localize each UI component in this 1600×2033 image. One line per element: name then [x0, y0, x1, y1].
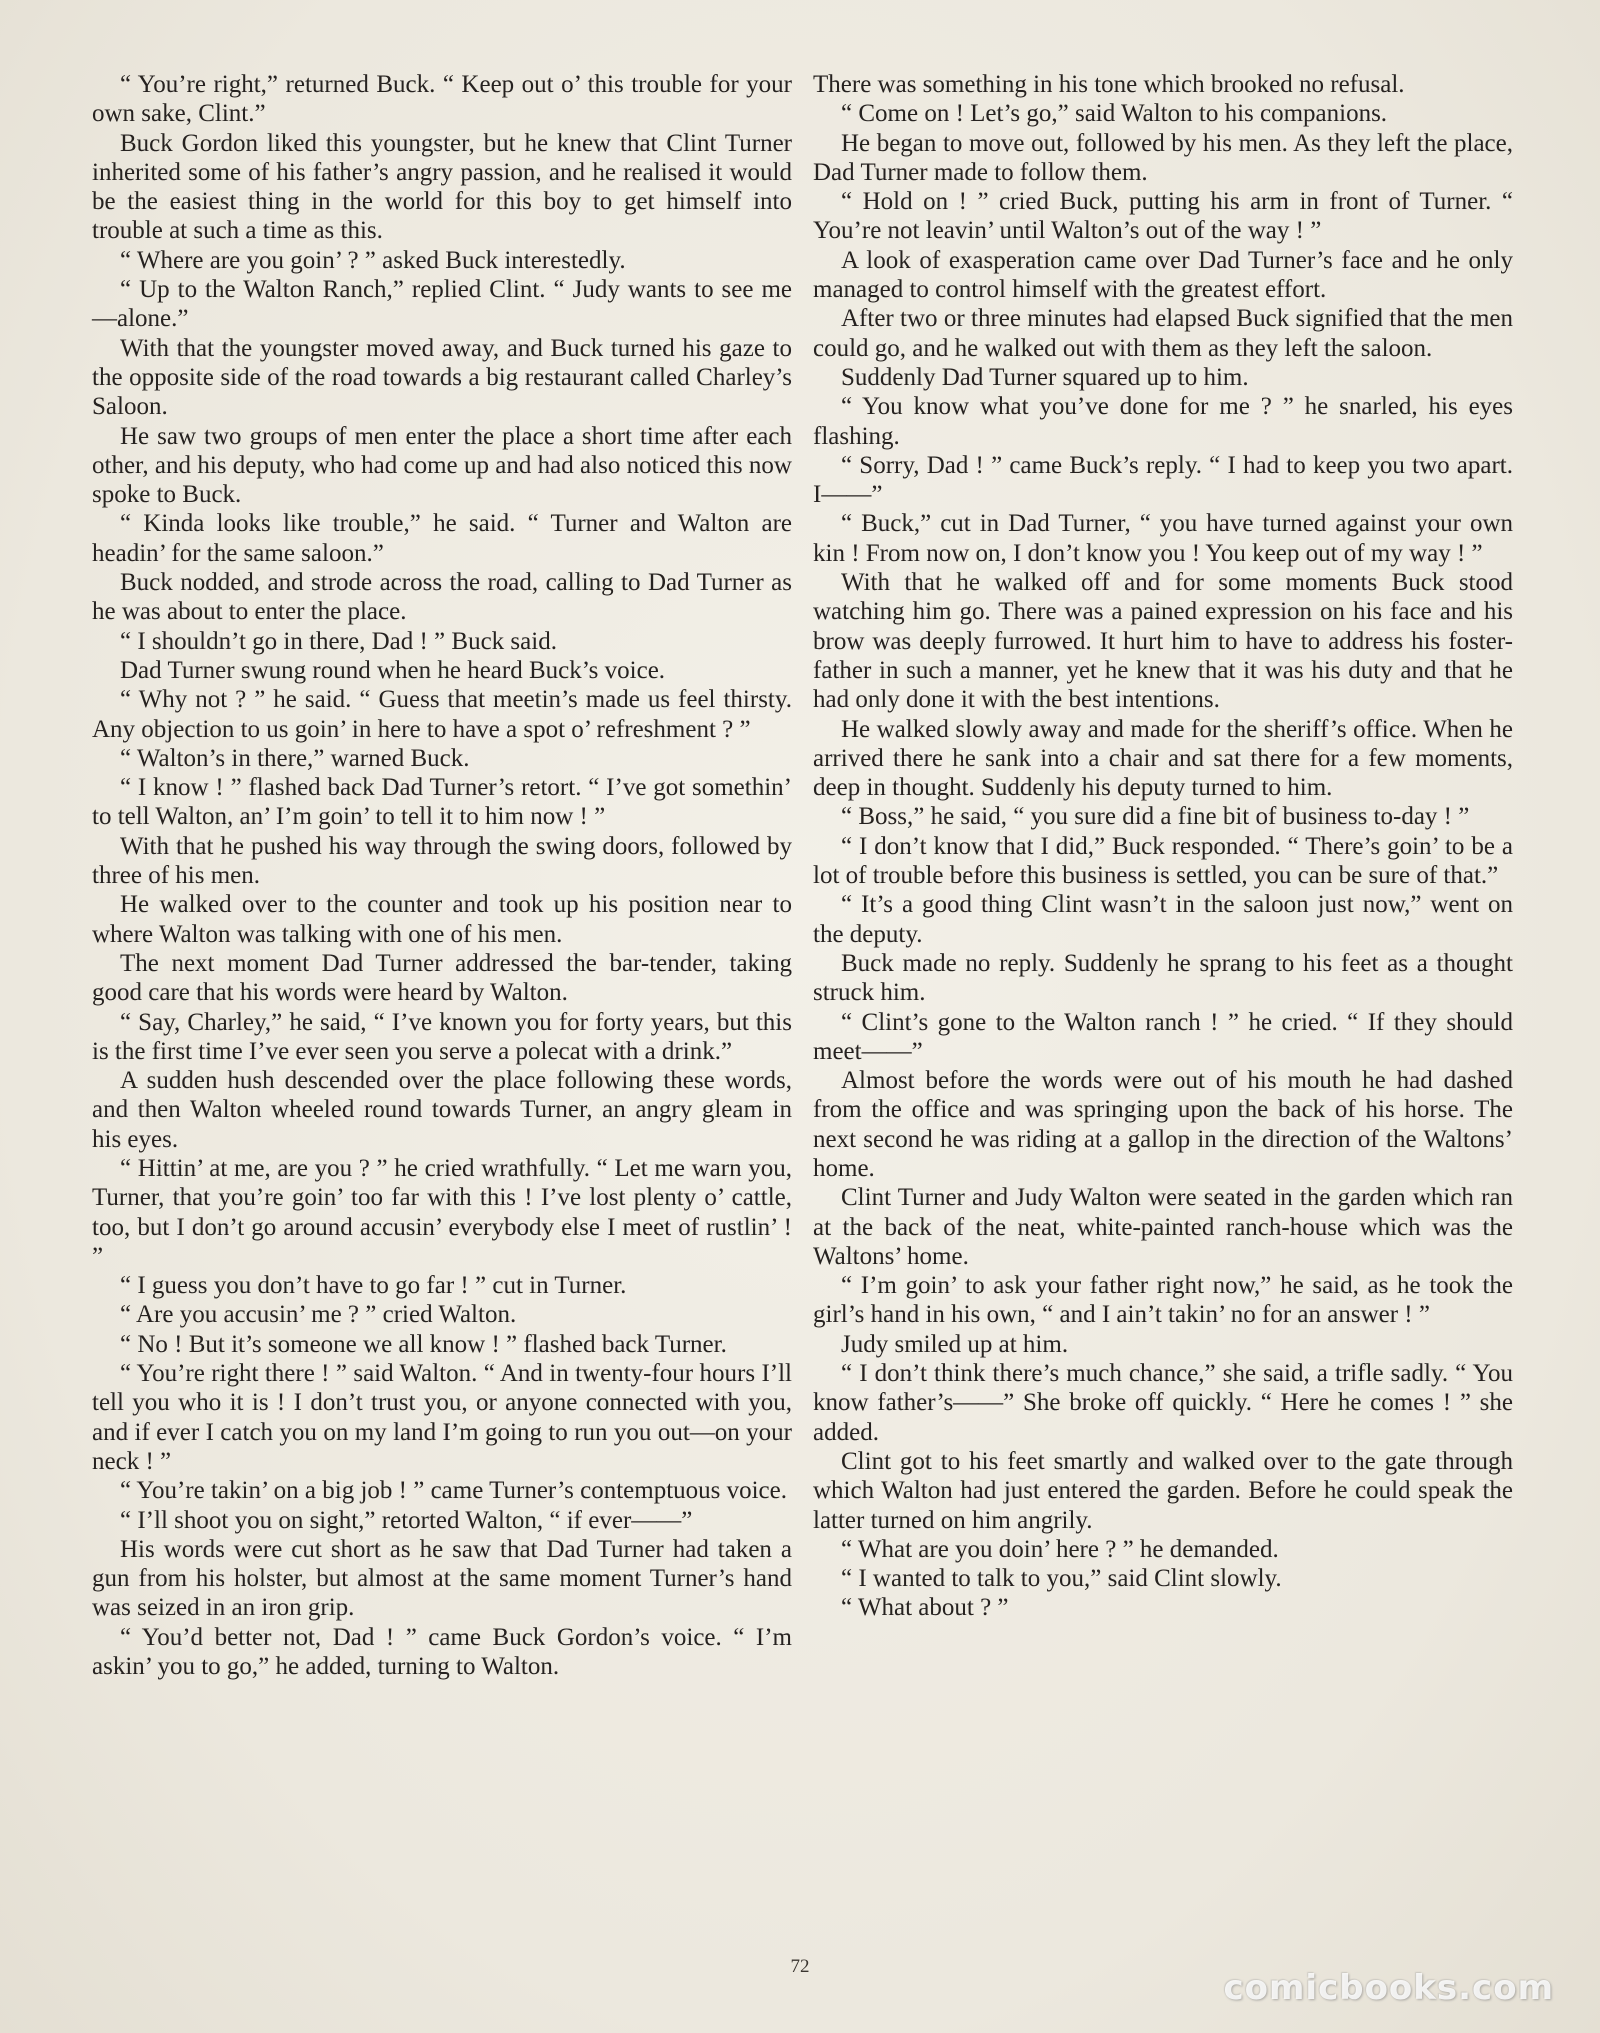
- paragraph: The next moment Dad Turner addressed the bar-tender, taking good care that his words were heard by Walton.: [92, 949, 792, 1007]
- paragraph: Buck made no reply. Suddenly he sprang to his feet as a thought struck him.: [813, 949, 1513, 1007]
- paragraph-continued: There was something in his tone which brooked no refusal.: [813, 71, 1405, 98]
- paragraph: With that the youngster moved away, and Buck turned his gaze to the opposite side of the road towards a big restaurant called Charley’s Saloon.: [92, 334, 792, 421]
- paragraph: “ Walton’s in there,” warned Buck.: [120, 744, 470, 772]
- paragraph: “ You’re right,” returned Buck. “ Keep out o’ this trouble for your own sake, Clint.”: [92, 71, 792, 128]
- paragraph: Almost before the words were out of his mouth he had dashed from the office and was springing upon the back of his horse. The next second he was riding at a gallop in the direction of the Waltons’ home.: [813, 1067, 1513, 1182]
- paragraph: Judy smiled up at him.: [841, 1330, 1069, 1358]
- paragraph: Dad Turner swung round when he heard Buck’s voice.: [120, 656, 666, 684]
- paragraph: “ Say, Charley,” he said, “ I’ve known you for forty years, but this is the first time I’ve ever seen you serve a polecat with a drink.”: [92, 1008, 792, 1065]
- paragraph: After two or three minutes had elapsed Buck signified that the men could go, and he walked out with them as they left the saloon.: [813, 305, 1513, 362]
- paragraph: “ I wanted to talk to you,” said Clint slowly.: [841, 1565, 1282, 1593]
- paragraph: “ No ! But it’s someone we all know ! ” flashed back Turner.: [120, 1330, 727, 1358]
- paragraph: “ I guess you don’t have to go far ! ” cut in Turner.: [120, 1272, 627, 1300]
- paragraph: “ Come on ! Let’s go,” said Walton to his companions.: [841, 100, 1388, 128]
- paragraph: “ Sorry, Dad ! ” came Buck’s reply. “ I had to keep you two apart. I——”: [813, 451, 1513, 509]
- paragraph: “ I’m goin’ to ask your father right now,” he said, as he took the girl’s hand in his own, “ and I ain’t takin’ no for an answer ! ”: [813, 1272, 1513, 1329]
- paragraph: “ Boss,” he said, “ you sure did a fine bit of business to-day ! ”: [841, 803, 1470, 831]
- paragraph: “ I’ll shoot you on sight,” retorted Walton, “ if ever——”: [120, 1506, 693, 1534]
- paragraph: “ Hittin’ at me, are you ? ” he cried wrathfully. “ Let me warn you, Turner, that you’re goin’ too far with this ! I’ve lost plenty o’ cattle, too, but I don’t go around accusin’ everybody else I meet of rustlin’ ! ”: [92, 1154, 792, 1270]
- paragraph: He walked slowly away and made for the sheriff’s office. When he arrived there he sank into a chair and sat there for a few moments, deep in thought. Suddenly his deputy turned to him.: [813, 715, 1513, 802]
- paragraph: “ You’d better not, Dad ! ” came Buck Gordon’s voice. “ I’m askin’ you to go,” he added, turning to Walton.: [92, 1623, 792, 1681]
- paragraph: “ Hold on ! ” cried Buck, putting his arm in front of Turner. “ You’re not leavin’ until Walton’s out of the way ! ”: [813, 188, 1513, 245]
- paragraph: “ What are you doin’ here ? ” he demanded.: [841, 1535, 1279, 1563]
- paragraph: “ Are you accusin’ me ? ” cried Walton.: [120, 1301, 517, 1329]
- site-watermark: comicbooks.com: [1223, 1968, 1554, 2008]
- paragraph: Buck Gordon liked this youngster, but he knew that Clint Turner inherited some of his father’s angry passion, and he realised it would be the easiest thing in the world for this boy to get himself into trouble at such a time as this.: [92, 129, 792, 245]
- paragraph: “ I know ! ” flashed back Dad Turner’s retort. “ I’ve got somethin’ to tell Walton, an’ I’m goin’ to tell it to him now ! ”: [92, 774, 792, 831]
- left-column: [92, 70, 792, 1681]
- paragraph: Suddenly Dad Turner squared up to him.: [841, 363, 1249, 391]
- paragraph: Clint got to his feet smartly and walked over to the gate through which Walton had just entered the garden. Before he could speak the latter turned on him angrily.: [813, 1447, 1513, 1534]
- paragraph: A look of exasperation came over Dad Turner’s face and he only managed to control himself with the greatest effort.: [813, 246, 1513, 304]
- paragraph: “ You know what you’ve done for me ? ” he snarled, his eyes flashing.: [813, 393, 1513, 450]
- paragraph: “ I shouldn’t go in there, Dad ! ” Buck said.: [120, 627, 557, 655]
- paragraph: With that he walked off and for some moments Buck stood watching him go. There was a pained expression on his face and his brow was deeply furrowed. It hurt him to have to address his foster-father in such a manner, yet he knew that it was his duty and that he had only done it with the best intentions.: [813, 569, 1513, 714]
- paragraph: “ It’s a good thing Clint wasn’t in the saloon just now,” went on the deputy.: [813, 891, 1513, 948]
- paragraph: “ Buck,” cut in Dad Turner, “ you have turned against your own kin ! From now on, I don’t know you ! You keep out of my way ! ”: [813, 510, 1513, 567]
- paragraph: “ Where are you goin’ ? ” asked Buck interestedly.: [120, 246, 626, 274]
- paragraph: With that he pushed his way through the swing doors, followed by three of his men.: [92, 832, 792, 890]
- paragraph: “ I don’t think there’s much chance,” she said, a trifle sadly. “ You know father’s——” She broke off quickly. “ Here he comes ! ” she added.: [813, 1360, 1513, 1446]
- paragraph: He walked over to the counter and took up his position near to where Walton was talking with one of his men.: [92, 891, 792, 948]
- paragraph: “ You’re right there ! ” said Walton. “ And in twenty-four hours I’ll tell you who it is ! I don’t trust you, or anyone connected with you, and if ever I catch you on my land I’m going to run you out—on your neck ! ”: [92, 1360, 792, 1475]
- paragraph: He began to move out, followed by his men. As they left the place, Dad Turner made to follow them.: [813, 129, 1513, 186]
- paragraph: “ What about ? ”: [841, 1594, 1009, 1622]
- paragraph: “ Up to the Walton Ranch,” replied Clint. “ Judy wants to see me—alone.”: [92, 276, 792, 333]
- paragraph: Buck nodded, and strode across the road, calling to Dad Turner as he was about to enter the place.: [92, 569, 792, 626]
- paragraph: His words were cut short as he saw that Dad Turner had taken a gun from his holster, but almost at the same moment Turner’s hand was seized in an iron grip.: [92, 1535, 792, 1622]
- paragraph: “ You’re takin’ on a big job ! ” came Turner’s contemptuous voice.: [120, 1477, 788, 1505]
- paragraph: Clint Turner and Judy Walton were seated in the garden which ran at the back of the neat, white-painted ranch-house which was the Waltons’ home.: [813, 1184, 1513, 1270]
- paragraph: A sudden hush descended over the place following these words, and then Walton wheeled round towards Turner, an angry gleam in his eyes.: [92, 1067, 792, 1153]
- paragraph: “ Kinda looks like trouble,” he said. “ Turner and Walton are headin’ for the same saloon.”: [92, 510, 792, 567]
- paragraph: “ Clint’s gone to the Walton ranch ! ” he cried. “ If they should meet——”: [813, 1008, 1513, 1065]
- paragraph: “ I don’t know that I did,” Buck responded. “ There’s goin’ to be a lot of trouble before this business is settled, you can be sure of that.”: [813, 832, 1513, 890]
- right-column: [813, 70, 1513, 1623]
- page-number: 72: [790, 1956, 810, 1977]
- paragraph: He saw two groups of men enter the place a short time after each other, and his deputy, who had come up and had also noticed this now spoke to Buck.: [92, 422, 792, 509]
- paragraph: “ Why not ? ” he said. “ Guess that meetin’s made us feel thirsty. Any objection to us goin’ in here to have a spot o’ refreshment ? ”: [92, 686, 792, 743]
